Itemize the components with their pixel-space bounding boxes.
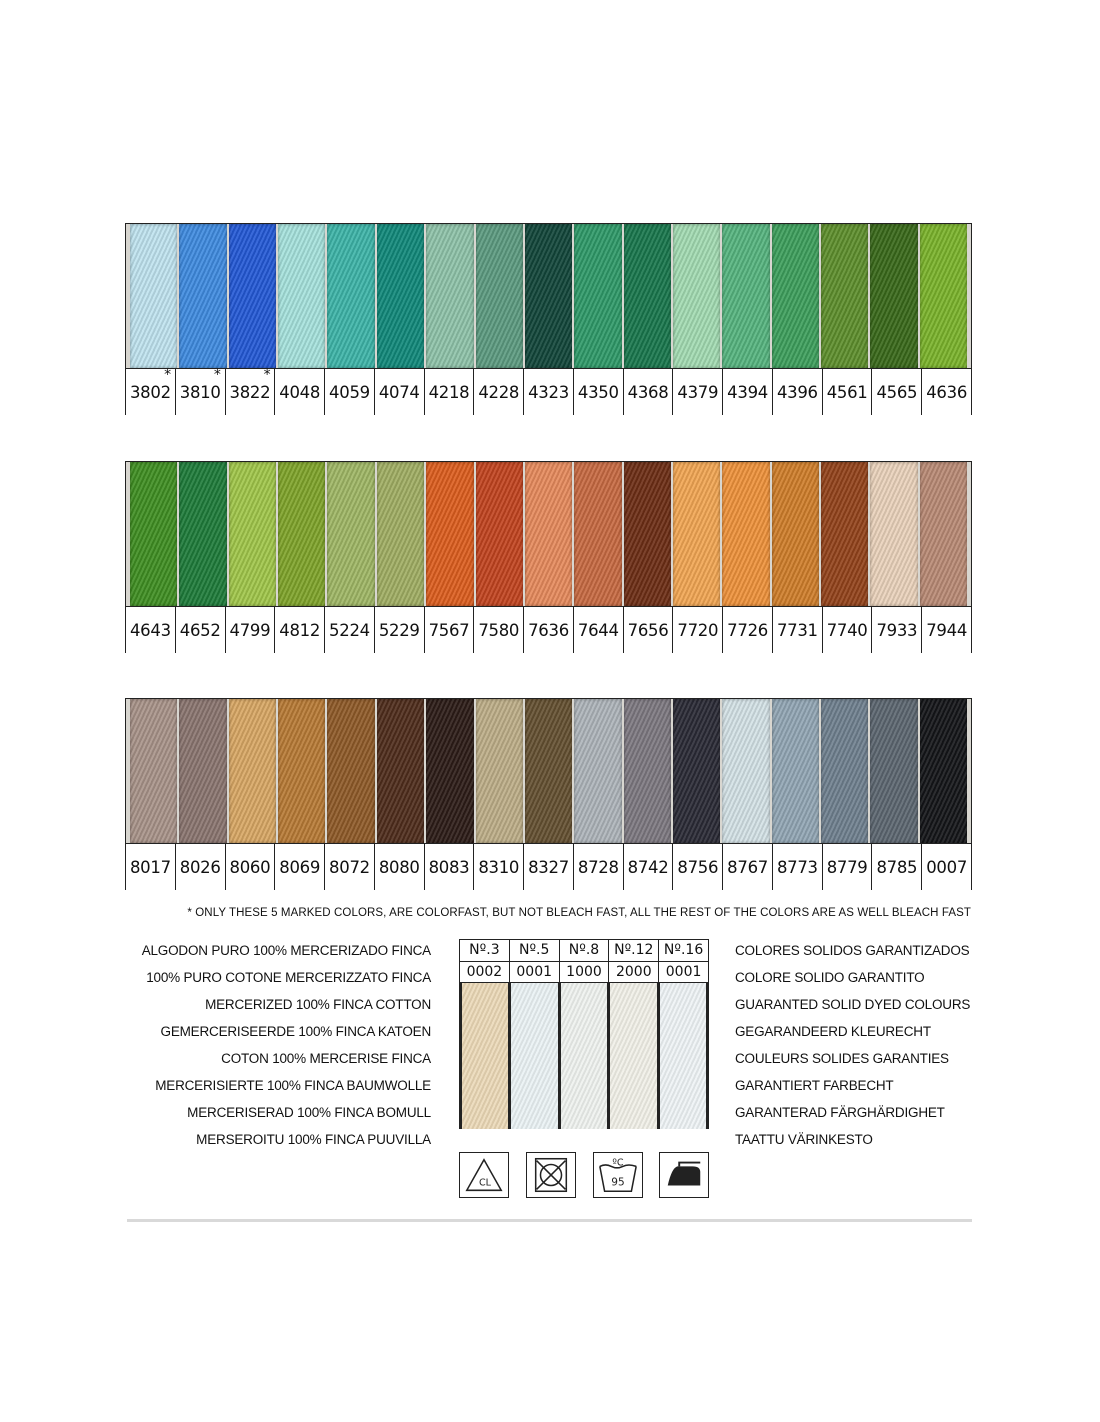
- color-code-text: 5229: [378, 620, 420, 640]
- color-code: [474, 369, 524, 415]
- bleach-cl-icon: [459, 1152, 509, 1198]
- color-swatch: [574, 224, 621, 368]
- color-code: [673, 607, 723, 653]
- color-swatch: [179, 224, 226, 368]
- swatch-row: [126, 462, 971, 606]
- color-code: [126, 844, 176, 890]
- color-code-text: 7720: [677, 620, 719, 640]
- color-code: [723, 844, 773, 890]
- color-code-text: 4636: [926, 382, 968, 402]
- color-code: [624, 607, 674, 653]
- shade-card-row-3: [125, 698, 972, 890]
- color-code: [922, 844, 971, 890]
- color-code-text: 5224: [329, 620, 370, 640]
- size-number-row: [460, 940, 708, 961]
- color-code: [773, 369, 823, 415]
- size-number-cell: Nº.8: [560, 940, 610, 961]
- color-swatch: [278, 224, 325, 368]
- color-code-text: 7567: [428, 620, 470, 640]
- color-swatch: [722, 224, 769, 368]
- size-number-cell: Nº.3: [460, 940, 510, 961]
- color-code: [226, 844, 276, 890]
- color-swatch: [920, 699, 967, 843]
- color-swatch: [673, 699, 720, 843]
- bleach-cl-label: CL: [478, 1177, 491, 1189]
- color-code: [275, 844, 325, 890]
- color-code-text: 8083: [428, 857, 470, 877]
- colorfast-list: [735, 937, 1035, 1153]
- color-swatch: [525, 224, 572, 368]
- color-code-text: 3802: [129, 382, 171, 402]
- shade-card-row-1: [125, 223, 972, 415]
- size-code-row: [460, 961, 708, 983]
- color-swatch: [377, 462, 424, 606]
- color-code-text: 7580: [478, 620, 520, 640]
- color-swatch: [673, 462, 720, 606]
- color-code-text: 4350: [577, 382, 619, 402]
- color-swatch: [278, 699, 325, 843]
- color-code: [823, 369, 873, 415]
- color-code-text: 0007: [926, 857, 968, 877]
- color-code-text: 8779: [826, 857, 868, 877]
- code-row: [126, 368, 971, 415]
- color-swatch: [426, 224, 473, 368]
- color-code-text: 4218: [428, 382, 470, 402]
- color-code: [922, 607, 971, 653]
- wash-temp-unit: ºC: [612, 1157, 624, 1169]
- color-swatch: [327, 699, 374, 843]
- color-code-text: 4379: [677, 382, 719, 402]
- color-swatch: [722, 462, 769, 606]
- colorfast-footnote: * ONLY THESE 5 MARKED COLORS, ARE COLORFAST, BUT NOT BLEACH FAST, ALL THE REST OF THE COLORS ARE AS WELL BLEACH FAST: [187, 907, 971, 919]
- colorfast-line: COULEURS SOLIDES GARANTIES: [735, 1051, 949, 1066]
- colorfast-line: GEGARANDEERD KLEURECHT: [735, 1024, 931, 1039]
- color-swatch: [574, 462, 621, 606]
- color-code-text: 4652: [179, 620, 221, 640]
- size-swatch-strip: [459, 983, 709, 1129]
- footer-divider: [127, 1219, 972, 1222]
- color-swatch: [278, 462, 325, 606]
- size-code-cell: 0001: [665, 963, 702, 980]
- color-code-text: 3822: [229, 382, 271, 402]
- color-code: [524, 607, 574, 653]
- colorfast-marker: *: [213, 367, 221, 383]
- color-code-text: 4812: [279, 620, 321, 640]
- color-code-text: 3810: [179, 382, 221, 402]
- color-code: [524, 369, 574, 415]
- size-swatch: [660, 983, 707, 1129]
- color-code-text: 7731: [776, 620, 818, 640]
- color-code: [474, 844, 524, 890]
- color-swatch: [821, 699, 868, 843]
- thread-size-table: [459, 939, 709, 983]
- color-code-text: 8756: [677, 857, 719, 877]
- color-code-text: 8017: [129, 857, 171, 877]
- color-code: [723, 607, 773, 653]
- color-code-text: 4799: [229, 620, 271, 640]
- color-code-text: 8072: [329, 857, 370, 877]
- color-code-text: 7944: [926, 620, 968, 640]
- color-swatch: [870, 462, 917, 606]
- color-code: [425, 369, 475, 415]
- size-swatch: [561, 983, 608, 1129]
- thread-size-panel: [459, 939, 709, 1129]
- color-code-text: 4059: [329, 382, 370, 402]
- color-code-text: 4396: [776, 382, 818, 402]
- color-code: [325, 369, 375, 415]
- color-code-text: 4394: [727, 382, 768, 402]
- swatch-row: [126, 699, 971, 843]
- color-code-text: 8069: [279, 857, 321, 877]
- size-swatch: [511, 983, 558, 1129]
- color-code: [275, 369, 325, 415]
- color-swatch: [624, 699, 671, 843]
- color-swatch: [525, 462, 572, 606]
- color-swatch: [229, 462, 276, 606]
- color-swatch: [772, 462, 819, 606]
- color-code: [176, 844, 226, 890]
- composition-line: MERCERISIERTE 100% FINCA BAUMWOLLE: [155, 1078, 431, 1093]
- swatch-row: [126, 224, 971, 368]
- color-swatch: [870, 699, 917, 843]
- color-code-text: 8310: [478, 857, 520, 877]
- size-number-cell: Nº.12: [609, 940, 659, 961]
- color-swatch: [426, 699, 473, 843]
- color-code-text: 7636: [528, 620, 569, 640]
- colorfast-line: TAATTU VÄRINKESTO: [735, 1132, 873, 1147]
- color-code-text: 4323: [528, 382, 569, 402]
- color-code-text: 8742: [627, 857, 669, 877]
- color-code: [872, 844, 922, 890]
- color-code: [574, 369, 624, 415]
- color-code: [872, 369, 922, 415]
- color-code-text: 8327: [528, 857, 569, 877]
- composition-line: ALGODON PURO 100% MERCERIZADO FINCA: [141, 943, 431, 958]
- color-code: [474, 607, 524, 653]
- color-swatch: [130, 462, 177, 606]
- color-swatch: [821, 224, 868, 368]
- color-code: [325, 607, 375, 653]
- color-code: [425, 607, 475, 653]
- colorfast-marker: *: [263, 367, 271, 383]
- color-swatch: [327, 224, 374, 368]
- color-code-text: 8785: [876, 857, 918, 877]
- color-code-text: 4561: [826, 382, 868, 402]
- color-swatch: [327, 462, 374, 606]
- color-code-text: 8080: [378, 857, 420, 877]
- color-code-text: 7656: [627, 620, 669, 640]
- color-swatch: [476, 462, 523, 606]
- color-code: [275, 607, 325, 653]
- color-code-text: 8767: [727, 857, 768, 877]
- color-swatch: [377, 699, 424, 843]
- color-code: [823, 844, 873, 890]
- color-code: [375, 607, 425, 653]
- size-number-cell: Nº.5: [510, 940, 560, 961]
- color-code-text: 8026: [179, 857, 221, 877]
- color-code: [823, 607, 873, 653]
- colorfast-line: GUARANTED SOLID DYED COLOURS: [735, 997, 971, 1012]
- color-swatch: [920, 224, 967, 368]
- color-swatch: [772, 699, 819, 843]
- color-code: [773, 607, 823, 653]
- color-code: [624, 369, 674, 415]
- color-swatch: [772, 224, 819, 368]
- color-code-text: 8728: [577, 857, 619, 877]
- wash-temp-value: 95: [611, 1176, 625, 1189]
- colorfast-line: GARANTERAD FÄRGHÄRDIGHET: [735, 1105, 945, 1120]
- size-code-cell: 0002: [460, 962, 510, 983]
- size-code-cell: 1000: [560, 962, 610, 983]
- color-swatch: [229, 699, 276, 843]
- code-row: [126, 843, 971, 890]
- color-code: [872, 607, 922, 653]
- color-code-text: 7726: [727, 620, 768, 640]
- color-swatch: [377, 224, 424, 368]
- size-swatch: [462, 983, 509, 1129]
- composition-line: COTON 100% MERCERISE FINCA: [221, 1051, 431, 1066]
- shade-card-row-2: [125, 461, 972, 653]
- color-code: [176, 369, 226, 415]
- color-swatch: [920, 462, 967, 606]
- color-swatch: [673, 224, 720, 368]
- color-swatch: [476, 224, 523, 368]
- color-code: [325, 844, 375, 890]
- color-code-text: 4228: [478, 382, 520, 402]
- size-swatch: [610, 983, 657, 1129]
- color-code-text: 8060: [229, 857, 271, 877]
- color-swatch: [525, 699, 572, 843]
- color-swatch: [624, 462, 671, 606]
- colorfast-line: GARANTIERT FARBECHT: [735, 1078, 894, 1093]
- color-code: [773, 844, 823, 890]
- color-swatch: [426, 462, 473, 606]
- color-swatch: [624, 224, 671, 368]
- iron-icon: [659, 1152, 709, 1198]
- color-code: [226, 607, 276, 653]
- no-tumble-dry-icon: [526, 1152, 576, 1198]
- color-swatch: [130, 699, 177, 843]
- color-code: [673, 369, 723, 415]
- color-code-text: 7740: [826, 620, 868, 640]
- color-swatch: [821, 462, 868, 606]
- color-code-text: 8773: [776, 857, 818, 877]
- colorfast-line: COLORE SOLIDO GARANTITO: [735, 970, 925, 985]
- color-code-text: 7933: [876, 620, 918, 640]
- colorfast-marker: *: [164, 367, 171, 383]
- color-swatch: [476, 699, 523, 843]
- color-code: [574, 607, 624, 653]
- color-code-text: 4074: [378, 382, 420, 402]
- color-swatch: [179, 699, 226, 843]
- color-code-text: 7644: [577, 620, 619, 640]
- color-code: [375, 844, 425, 890]
- wash-95-icon: [593, 1152, 643, 1198]
- size-code-cell: 2000: [609, 962, 659, 983]
- color-code: [624, 844, 674, 890]
- color-code-text: 4048: [279, 382, 321, 402]
- color-code: [425, 844, 475, 890]
- composition-line: 100% PURO COTONE MERCERIZZATO FINCA: [146, 970, 431, 985]
- color-code: [375, 369, 425, 415]
- color-code: [126, 369, 176, 415]
- color-code-text: 4368: [627, 382, 669, 402]
- color-code-text: 4565: [876, 382, 918, 402]
- size-number-cell: Nº.16: [663, 942, 704, 959]
- color-code: [126, 607, 176, 653]
- color-swatch: [229, 224, 276, 368]
- color-code: [922, 369, 971, 415]
- composition-line: MERCERIZED 100% FINCA COTTON: [205, 997, 431, 1012]
- color-swatch: [179, 462, 226, 606]
- composition-line: MERSEROITU 100% FINCA PUUVILLA: [196, 1132, 431, 1147]
- color-code: [723, 369, 773, 415]
- color-code: [176, 607, 226, 653]
- size-code-cell: 0001: [510, 962, 560, 983]
- color-swatch: [722, 699, 769, 843]
- color-code-text: 4643: [129, 620, 171, 640]
- composition-line: GEMERCERISEERDE 100% FINCA KATOEN: [160, 1024, 431, 1039]
- code-row: [126, 606, 971, 653]
- color-code: [226, 369, 276, 415]
- color-swatch: [130, 224, 177, 368]
- composition-line: MERCERISERAD 100% FINCA BOMULL: [187, 1105, 431, 1120]
- color-swatch: [574, 699, 621, 843]
- color-code: [524, 844, 574, 890]
- composition-list: [100, 937, 431, 1153]
- color-code: [673, 844, 723, 890]
- color-swatch: [870, 224, 917, 368]
- colorfast-line: COLORES SOLIDOS GARANTIZADOS: [735, 943, 970, 958]
- color-code: [574, 844, 624, 890]
